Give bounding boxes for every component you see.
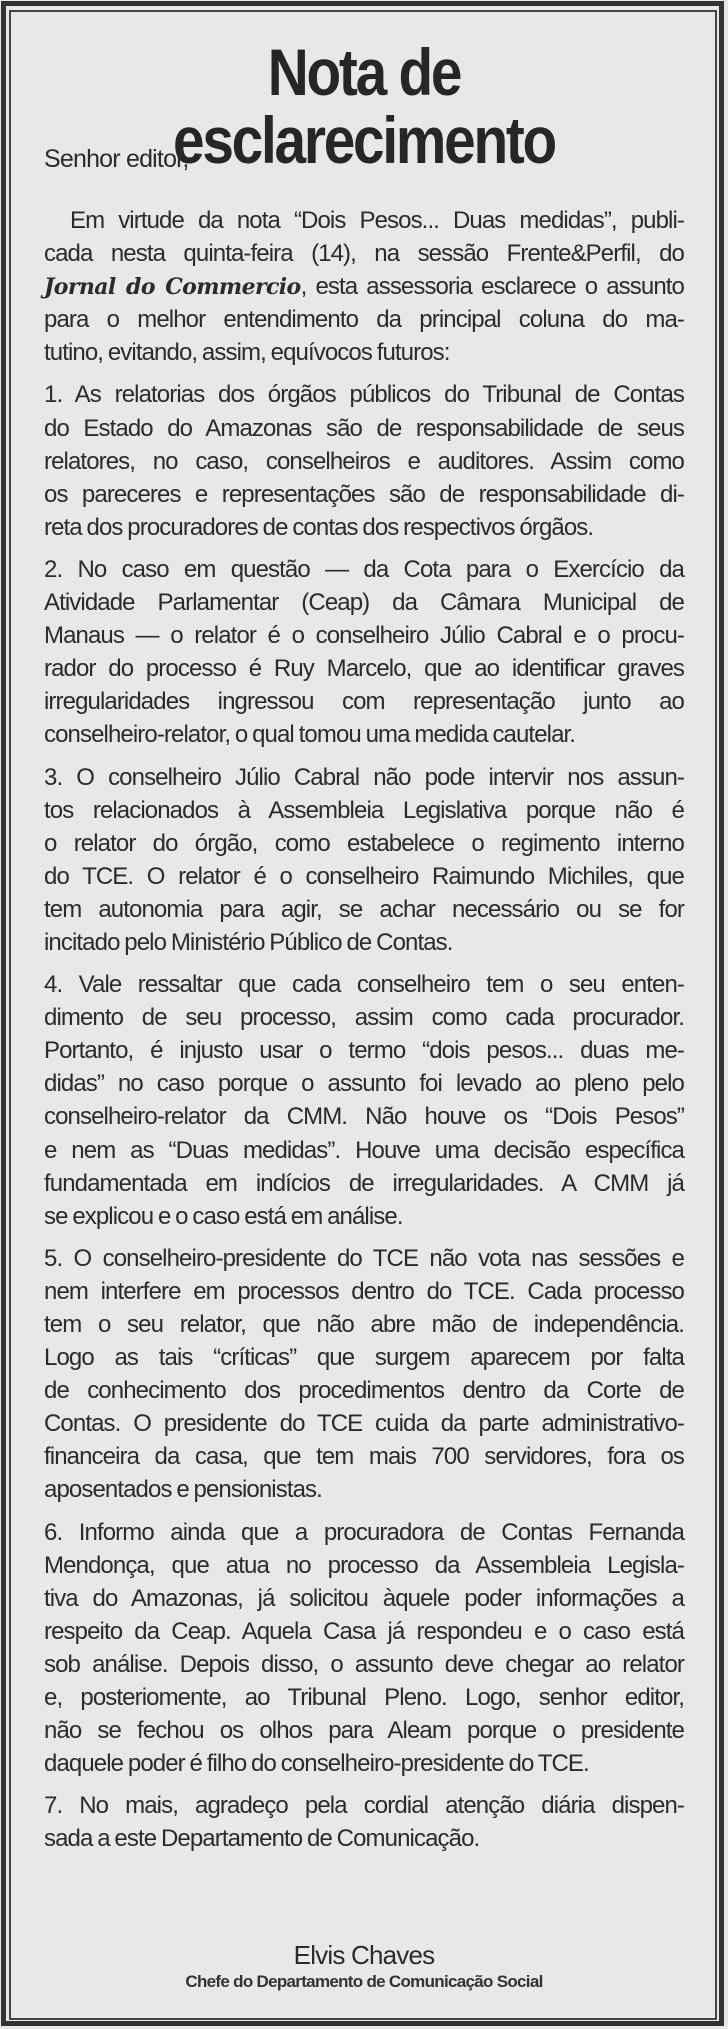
text-line: e, posteriomente, ao Tribunal Pleno. Logo, senhor editor, — [44, 1684, 684, 1712]
paragraph-5 — [44, 1242, 684, 1507]
text-line: Em virtude da nota “Dois Pesos... Duas medidas”, publi- — [70, 207, 684, 234]
text-line: de conhecimento dos procedimentos dentro da Corte de — [44, 1377, 684, 1405]
text-line: aposentados e pensionistas. — [44, 1476, 322, 1504]
text-line: 1. As relatorias dos órgãos públicos do Tribunal de Contas — [44, 381, 684, 409]
text-line: 3. O conselheiro Júlio Cabral não pode intervir nos assun- — [44, 763, 684, 791]
text-line: do TCE. O relator é o conselheiro Raimundo Michiles, que — [44, 862, 684, 890]
text-line: tiva do Amazonas, já solicitou àquele poder informações a — [44, 1584, 684, 1612]
text-line: respeito da Ceap. Aquela Casa já respondeu e o caso está — [44, 1617, 684, 1645]
text-line: tem autonomia para agir, se achar necessário ou se for — [44, 895, 684, 923]
text-line: nem interfere em processos dentro do TCE. Cada processo — [44, 1277, 684, 1305]
text-line: Portanto, é injusto usar o termo “dois pesos... duas me- — [44, 1037, 684, 1065]
article-body — [44, 204, 684, 1865]
article-title: Nota de esclarecimento — [172, 35, 556, 177]
text-line: Manaus — o relator é o conselheiro Júlio Cabral e o procu- — [44, 622, 684, 650]
text-line: Logo as tais “críticas” que surgem aparecem por falta — [44, 1344, 684, 1372]
paragraph-1 — [44, 378, 684, 543]
paragraph-3 — [44, 761, 684, 960]
text-line: incitado pelo Ministério Público de Contas. — [44, 928, 453, 956]
text-line: os pareceres e representações são de responsabilidade di- — [44, 480, 684, 508]
text-line: sada a este Departamento de Comunicação. — [44, 1825, 480, 1853]
paragraph-6 — [44, 1516, 684, 1781]
paragraph-2 — [44, 553, 684, 752]
signature-role: Chefe do Departamento de Comunicação Social — [185, 1972, 543, 1991]
text-line: cada nesta quinta-feira (14), na sessão Frente&Perfil, do — [44, 240, 684, 268]
text-line: didas” no caso porque o assunto foi levado ao pleno pelo — [44, 1070, 684, 1098]
greeting: Senhor editor, — [44, 145, 189, 173]
text-line: Atividade Parlamentar (Ceap) da Câmara Municipal de — [44, 589, 684, 617]
text-line: financeira da casa, que tem mais 700 servidores, fora os — [44, 1443, 684, 1471]
text-line: fundamentada em indícios de irregularidades. A CMM já — [44, 1169, 684, 1197]
text-line: do Estado do Amazonas são de responsabilidade de seus — [44, 414, 684, 442]
text-line — [44, 270, 684, 303]
paragraph-4 — [44, 968, 684, 1233]
text-line: irregularidades ingressou com representação junto ao — [44, 688, 684, 716]
text-line: se explicou e o caso está em análise. — [44, 1202, 403, 1230]
text-line: não se fechou os olhos para Aleam porque o presidente — [44, 1717, 684, 1745]
text-line: e nem as “Duas medidas”. Houve uma decisão específica — [44, 1136, 684, 1164]
text-line: Mendonça, que atua no processo da Assembleia Legisla- — [44, 1551, 684, 1579]
text-line: reta dos procuradores de contas dos respectivos órgãos. — [44, 513, 594, 541]
text-line: Contas. O presidente do TCE cuida da parte administrativo- — [44, 1410, 684, 1438]
text-line: o relator do órgão, como estabelece o regimento interno — [44, 829, 684, 857]
paragraph-7 — [44, 1789, 684, 1855]
signature-name: Elvis Chaves — [293, 1940, 435, 1970]
text-line: 4. Vale ressaltar que cada conselheiro tem o seu enten- — [44, 971, 684, 999]
text-line: 7. No mais, agradeço pela cordial atenção diária dispen- — [44, 1792, 684, 1820]
text-line: 2. No caso em questão — da Cota para o Exercício da — [44, 555, 684, 583]
text-line: relatores, no caso, conselheiros e auditores. Assim como — [44, 447, 684, 475]
intro-paragraph — [44, 204, 684, 369]
text-line: 5. O conselheiro-presidente do TCE não vota nas sessões e — [44, 1244, 684, 1272]
text-line: para o melhor entendimento da principal coluna do ma- — [44, 306, 684, 334]
text-line: sob análise. Depois disso, o assunto deve chegar ao relator — [44, 1650, 684, 1678]
text-line: conselheiro-relator, o qual tomou uma medida cautelar. — [44, 721, 576, 749]
text-line-rest: , esta assessoria esclarece o assunto — [300, 273, 684, 301]
text-line: tem o seu relator, que não abre mão de independência. — [44, 1311, 684, 1338]
text-line: tos relacionados à Assembleia Legislativa porque não é — [44, 796, 684, 824]
text-line: dimento de seu processo, assim como cada procurador. — [44, 1004, 684, 1032]
text-line: rador do processo é Ruy Marcelo, que ao identificar graves — [44, 655, 684, 683]
text-line: daquele poder é filho do conselheiro-presidente do TCE. — [44, 1750, 589, 1778]
text-line: 6. Informo ainda que a procuradora de Contas Fernanda — [44, 1518, 684, 1546]
newspaper-logo: Jornal do Commercio — [44, 274, 301, 301]
text-line: tutino, evitando, assim, equívocos futuros: — [44, 339, 450, 367]
text-line: conselheiro-relator da CMM. Não houve os “Dois Pesos” — [44, 1103, 684, 1131]
